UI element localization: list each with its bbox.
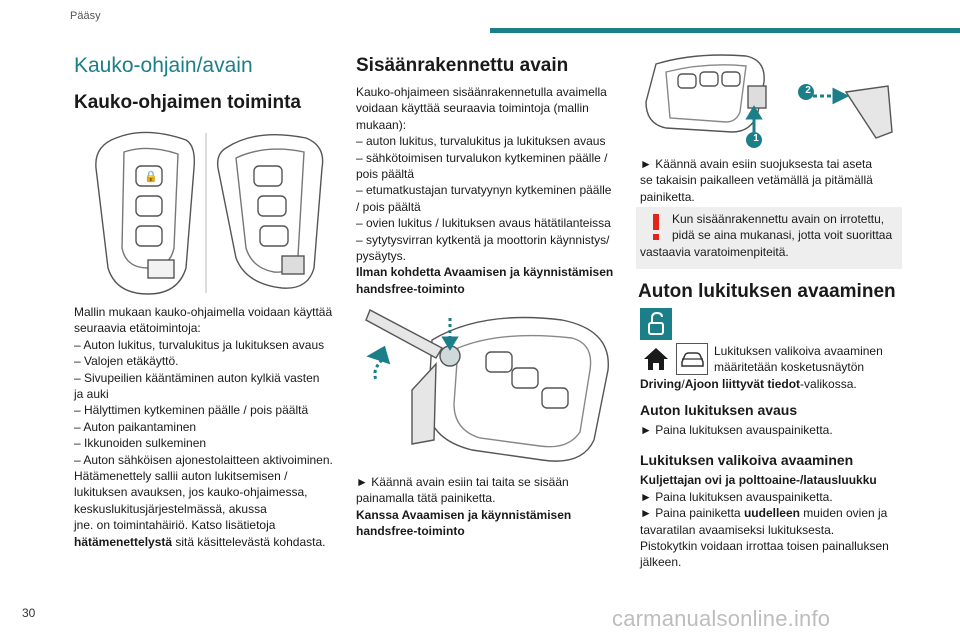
right-step: se takaisin paikalleen vetämällä ja pitämällä: [640, 173, 873, 188]
warning-line: Kun sisäänrakennettu avain on irrotettu,: [672, 212, 885, 226]
warning-text: [640, 211, 902, 260]
warning-line: vastaavia varatoimenpiteitä.: [640, 244, 789, 259]
subheading: Auton lukituksen avaus: [640, 402, 798, 418]
left-line: – Ikkunoiden sulkeminen: [74, 436, 207, 451]
sel-step: Pistokytkin voidaan irrottaa toisen painalluksen: [640, 539, 889, 554]
middle-line: / pois päältä: [356, 199, 421, 214]
remote-key-button-icons: [144, 170, 158, 183]
middle-steps: [356, 474, 626, 540]
unlock-section: [640, 402, 910, 439]
middle-line: – sytytysvirran kytkentä ja moottorin käynnistys/: [356, 232, 610, 247]
padlock-open-icon: [640, 308, 672, 340]
left-column: [74, 54, 336, 77]
sel-step: ► Paina lukituksen avauspainiketta.: [640, 489, 833, 504]
unlock-step: ► Paina lukituksen avauspainiketta.: [640, 423, 833, 438]
callout-2: 2: [805, 85, 811, 96]
left-last-rest: sitä käsittelevästä kohdasta.: [172, 534, 326, 549]
middle-line: – etumatkustajan turvatyynyn kytkeminen päälle: [356, 183, 612, 198]
left-line: seuraavia etätoimintoja:: [74, 321, 201, 336]
remote-key-front: [96, 132, 195, 294]
warning-line: pidä se aina mukanasi, jotta voit suorittaa: [672, 228, 893, 243]
driving-menu-label: Driving: [640, 376, 682, 391]
sel-step-text: ► Paina painiketta: [640, 506, 744, 521]
watermark: carmanualsonline.info: [612, 606, 831, 631]
left-line: jne. on toimintahäiriö. Katso lisätietoja: [74, 518, 276, 533]
right-step: ► Käännä avain esiin suojuksesta tai aseta: [640, 157, 873, 171]
key-extract-illustration: [636, 52, 902, 152]
left-line: Mallin mukaan kauko-ohjaimella voidaan käyttää: [74, 305, 333, 319]
sel-separator: /: [681, 376, 685, 391]
middle-line: mukaan):: [356, 117, 407, 132]
middle-body: [356, 84, 626, 297]
left-line: – Auton paikantaminen: [74, 419, 197, 434]
driver-door-label: Kuljettajan ovi ja polttoaine-/latausluukku: [640, 473, 877, 488]
middle-line: voidaan käyttää seuraavia toimintoja (mallin: [356, 101, 589, 116]
sel-line-rest: -valikossa.: [800, 376, 857, 391]
sel-step: tavaratilan avaamiseksi lukituksesta.: [640, 522, 835, 537]
left-line: ja auki: [74, 387, 109, 402]
section-title: Pääsy: [70, 10, 101, 22]
svg-text:🔒: 🔒: [144, 170, 158, 183]
left-line: lukituksen avauksen, jos kauko-ohjaimessa,: [74, 485, 308, 500]
page-title: Kauko-ohjain/avain: [74, 54, 253, 77]
remote-key-side: [218, 135, 323, 289]
left-line: keskuslukitusjärjestelmässä, akussa: [74, 501, 267, 516]
left-line: – Sivupeilien kääntäminen auton kylkiä vasten: [74, 370, 320, 385]
emergency-procedure-link[interactable]: hätämenettelystä: [74, 534, 173, 549]
middle-line: – auton lukitus, turvalukitus ja lukituksen avaus: [356, 134, 606, 149]
metal-key: [846, 86, 892, 138]
header-accent-bar: [490, 28, 960, 33]
key-fold-illustration: [362, 300, 632, 470]
middle-bold-line: handsfree-toiminto: [356, 281, 465, 296]
sel-line: Lukituksen valikoiva avaaminen: [714, 344, 883, 358]
section-heading: Sisäänrakennettu avain: [356, 55, 569, 76]
left-line: – Hälyttimen kytkeminen päälle / pois päältä: [74, 403, 309, 418]
section-heading: Kauko-ohjaimen toiminta: [74, 92, 301, 113]
remote-key-illustration: [86, 128, 336, 298]
left-line: – Valojen etäkäyttö.: [74, 354, 179, 369]
middle-line: – sähkötoimisen turvalukon kytkeminen päälle /: [356, 150, 608, 165]
middle-line: Kauko-ohjaimeen sisäänrakennetulla avaimella: [356, 85, 607, 99]
middle-bold-line: Ilman kohdetta Avaamisen ja käynnistämisen: [356, 265, 614, 280]
driving-info-menu-label: Ajoon liittyvät tiedot: [684, 376, 801, 391]
left-heading-wrap: [74, 92, 336, 113]
sel-line: määritetään kosketusnäytön: [714, 360, 865, 375]
callout-1: 1: [753, 133, 759, 144]
left-last-line: [74, 534, 344, 550]
left-line: Hätämenettely sallii auton lukitsemisen /: [74, 469, 288, 484]
middle-line: pysäytys.: [356, 249, 407, 264]
middle-step: ► Käännä avain esiin tai taita se sisään: [356, 475, 569, 489]
left-line: – Auton sähköisen ajonestolaitteen aktivoiminen.: [74, 452, 333, 467]
right-steps: [640, 156, 906, 205]
subheading: Lukituksen valikoiva avaaminen: [640, 452, 854, 468]
middle-step: painamalla tätä painiketta.: [356, 491, 496, 506]
section-heading: Auton lukituksen avaaminen: [638, 281, 896, 302]
sel-step: jälkeen.: [640, 555, 682, 570]
middle-bold-line: handsfree-toiminto: [356, 524, 465, 539]
again-label: uudelleen: [743, 506, 800, 521]
middle-line: – ovien lukitus / lukituksen avaus hätätilanteissa: [356, 216, 611, 231]
middle-heading-wrap: [356, 55, 626, 76]
sel-line-3: [640, 376, 910, 392]
page-number: 30: [22, 606, 36, 620]
right-heading-wrap: [638, 281, 918, 302]
sel-step-2: [640, 505, 910, 521]
selective-unlock-text: [640, 343, 910, 392]
middle-bold-line: Kanssa Avaamisen ja käynnistämisen: [356, 507, 572, 522]
middle-line: pois päältä: [356, 167, 415, 182]
right-step: painiketta.: [640, 189, 695, 204]
sel-step-text: muiden ovien ja: [799, 506, 888, 521]
left-body: [74, 304, 344, 550]
left-line: – Auton lukitus, turvalukitus ja lukituksen avaus: [74, 337, 325, 352]
selective-unlock-section: [640, 452, 910, 571]
